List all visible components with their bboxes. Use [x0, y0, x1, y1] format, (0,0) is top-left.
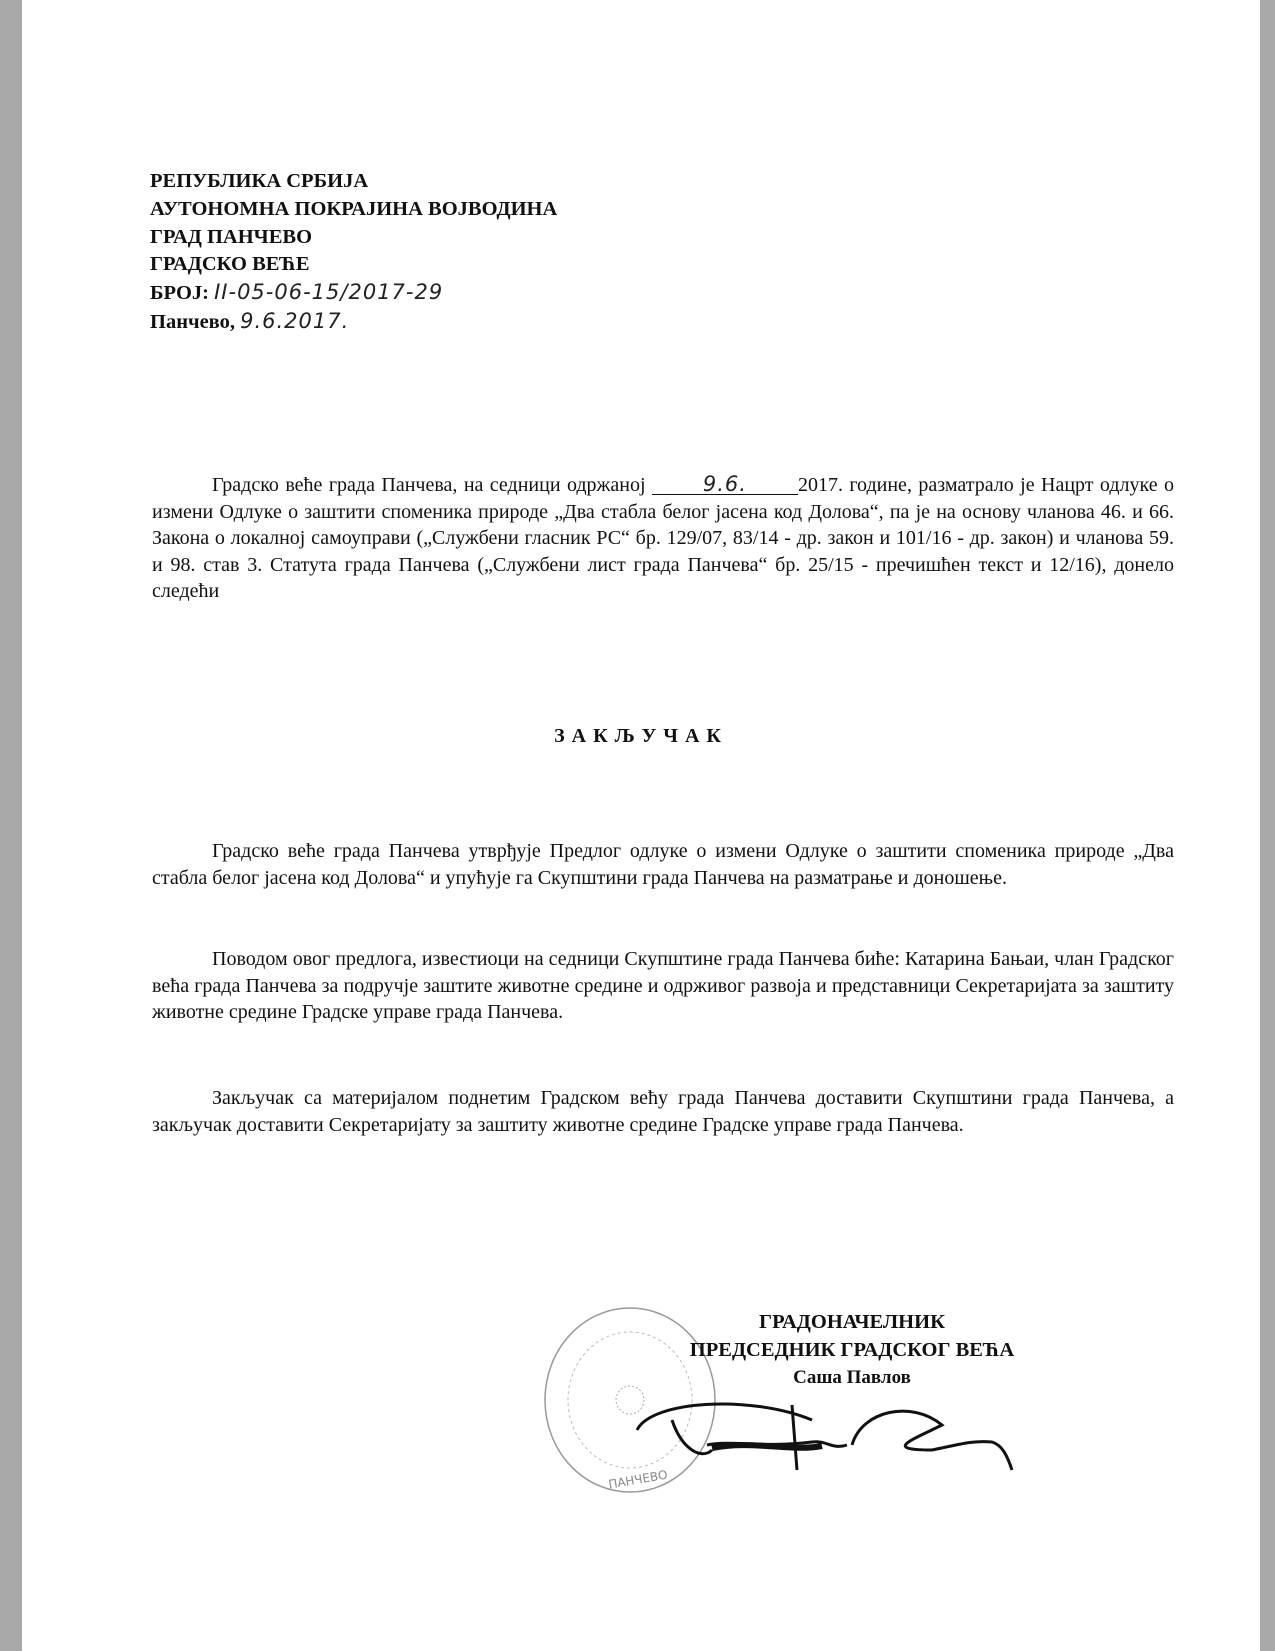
place-label: Панчево,: [150, 310, 235, 333]
number-label: БРОЈ:: [150, 282, 209, 305]
intro-text-cont: 2017. године, разматрало је Нацрт одлуке о измени Одлуке о заштити споменика природе „Два стабла белог јасена код Долова“, па је на основу чланова 46. и 66. Закона о локалној самоуправи („Службени гласник РС“ бр. 129/07, 83/14 - др. закон и 101/16 - др. закон) и чланова 59. и 98. став 3. Статута града Панчева („Службени лист града Панчева“ бр. 25/15 - пречишћен текст и 12/16), донело следећи: [152, 474, 1175, 602]
conclusion-paragraph: Градско веће града Панчева утврђује Предлог одлуке о измени Одлуке о заштити споменика природе „Два стабла белог јасена код Долова“ и упућује га Скупштини града Панчева на разматрање и доношење.: [152, 840, 1174, 889]
delivery-paragraph: Закључак са материјалом поднетим Градском већу града Панчева доставити Скупштини града Панчева, а закључак доставити Секретаријату за заштиту животне средине Градске управе града Панчева.: [152, 1087, 1174, 1136]
letterhead-line: РЕПУБЛИКА СРБИЈА: [150, 170, 369, 192]
signatory-name: Саша Павлов: [793, 1367, 911, 1388]
reference-number: [150, 279, 557, 308]
svg-text:ПАНЧЕВО: ПАНЧЕВО: [607, 1467, 669, 1492]
intro-text: Градско веће града Панчева, на седници одржаној: [212, 474, 646, 496]
intro-paragraph: [152, 472, 1174, 605]
signatory-title: ГРАДОНАЧЕЛНИК: [759, 1311, 945, 1333]
number-value: II-05-06-15/2017-29: [214, 280, 444, 305]
session-date-blank: 9.6.: [652, 474, 798, 495]
letterhead-line: АУТОНОМНА ПОКРАЈИНА ВОЈВОДИНА: [150, 197, 558, 220]
letterhead-line: ГРАДСКО ВЕЋЕ: [150, 253, 310, 276]
document-title: ЗАКЉУЧАК: [554, 725, 728, 747]
date-value: 9.6.2017.: [240, 308, 350, 333]
letterhead-line: ГРАД ПАНЧЕВО: [150, 225, 313, 248]
rapporteurs-paragraph: Поводом овог предлога, известиоци на седници Скупштине града Панчева биће: Катарина Бањаи, члан Градског већа града Панчева за подручје заштите животне средине и одрживог развоја и представници Секретаријата за заштиту животне средине Градске управе града Панчева.: [152, 948, 1174, 1023]
place-date: [150, 308, 557, 337]
handwritten-signature: [612, 1390, 1042, 1480]
signatory-title-2: ПРЕДСЕДНИК ГРАДСКОГ ВЕЋА: [689, 1339, 1015, 1361]
letterhead: [150, 168, 557, 337]
document-page: [22, 0, 1260, 1651]
signature-block: [642, 1308, 1062, 1392]
